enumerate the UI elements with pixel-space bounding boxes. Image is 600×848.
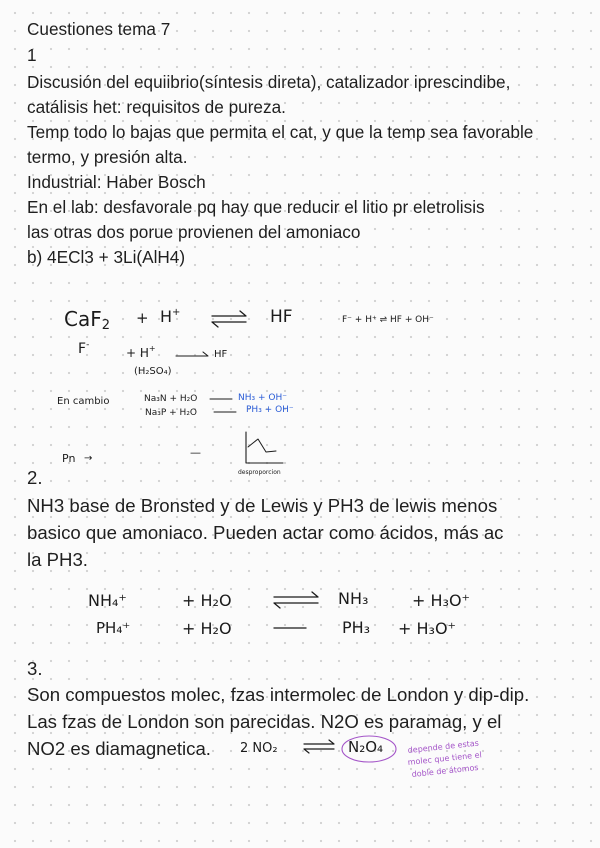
hw-equilibrium-arrow [212, 311, 246, 327]
section3-line: Las fzas de London son parecidas. N2O es paramag, y el [27, 711, 502, 732]
section1-line: termo, y presión alta. [27, 147, 188, 167]
hw-ph3-oh: PH₃ + OH⁻ [246, 405, 294, 415]
section1-line: Temp todo lo bajas que permita el cat, y que la temp sea favorable [27, 122, 534, 142]
hw-ph4: PH₄⁺ [96, 619, 131, 637]
section1-line: Industrial: Haber Bosch [27, 172, 206, 192]
hw-na3n: Na₃N + H₂O [144, 394, 198, 404]
hw-dash: — [190, 446, 201, 459]
section2-number: 2. [27, 467, 43, 488]
hw-h3o: + H₃O⁺ [398, 619, 456, 638]
hw-caf2: CaF2 [64, 307, 111, 333]
hw-fminus: F- [78, 340, 90, 357]
hw-graph [246, 432, 283, 463]
section1-line: las otras dos porue provienen del amoniaco [27, 222, 361, 242]
hw-nh3: NH₃ [338, 589, 369, 608]
hw-plus-h2o: + H₂O [182, 591, 232, 610]
hw-h3o: + H₃O⁺ [412, 591, 470, 610]
hw-pn-arrow: → [84, 453, 93, 464]
hw-note-line: depende de estas [407, 738, 480, 755]
hw-en-cambio: En cambio [57, 396, 110, 407]
hw-arrow [176, 352, 208, 356]
hw-hf: HF [270, 307, 293, 327]
section1-number: 1 [27, 45, 37, 65]
hw-pn: Pn [62, 452, 76, 465]
section2-line: NH3 base de Bronsted y de Lewis y PH3 de lewis menos [27, 495, 498, 516]
hw-h2so4: (H₂SO₄) [134, 366, 172, 377]
section3-line: NO2 es diamagnetica. [27, 738, 211, 759]
section1-line: Discusión del equiibrio(síntesis direta), catalizador iprescindibe, [27, 72, 511, 92]
hw-equilibrium-arrow [304, 740, 334, 753]
hw-note-line: molec que tiene el [407, 750, 483, 767]
hw-ph3: PH₃ [342, 618, 371, 637]
page-title: Cuestiones tema 7 [27, 19, 171, 39]
hw-equilibrium-arrow [274, 592, 318, 608]
hw-2no2: 2 NO₂ [240, 741, 278, 756]
section1-line: En el lab: desfavorale pq hay que reducir el litio pr eletrolisis [27, 197, 485, 217]
hw-note-line: doble de átomos [411, 763, 479, 779]
hw-plus-h2o: + H₂O [182, 619, 232, 638]
section2-line: basico que amoniaco. Pueden actar como ácidos, más ac [27, 522, 504, 543]
section1-line: b) 4ECl3 + 3Li(AlH4) [27, 247, 186, 267]
hw-na3p: Na₃P + H₂O [145, 408, 198, 418]
hw-small-equation: F⁻ + H⁺ ⇌ HF + OH⁻ [342, 315, 434, 325]
hw-graph-label: desproporcion [238, 469, 281, 476]
hw-n2o4: N₂O₄ [348, 738, 384, 756]
section3-line: Son compuestos molec, fzas intermolec de London y dip-dip. [27, 684, 530, 705]
hw-hplus: H+ [160, 307, 181, 326]
hw-plus: + [136, 309, 149, 327]
section1-line: catálisis het: requisitos de pureza. [27, 97, 286, 117]
section3-number: 3. [27, 658, 43, 679]
hw-nh3-oh: NH₃ + OH⁻ [238, 393, 287, 403]
section2-line: la PH3. [27, 549, 88, 570]
hw-arrow-hf: HF [214, 349, 228, 360]
hw-nh4: NH₄⁺ [88, 591, 127, 610]
hw-plus-h: + H+ [126, 344, 156, 360]
